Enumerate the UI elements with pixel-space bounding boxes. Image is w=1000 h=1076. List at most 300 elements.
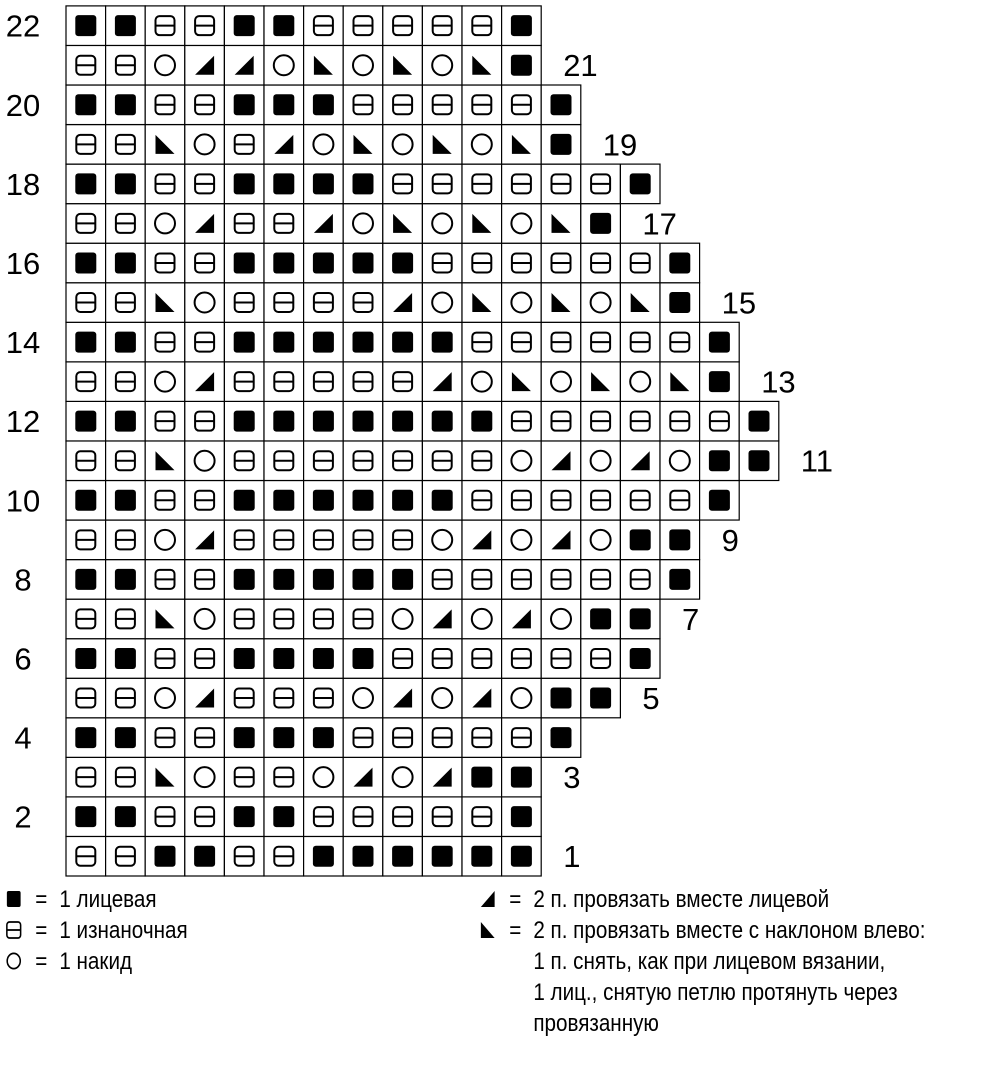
chart-cell-purl <box>581 164 621 204</box>
chart-cell-yarn-over <box>343 45 383 85</box>
chart-cell-purl <box>462 322 502 362</box>
chart-cell-purl <box>422 6 462 46</box>
purl-icon <box>6 921 23 939</box>
chart-cell-yarn-over <box>462 599 502 639</box>
chart-cell-knit <box>304 322 344 362</box>
row-number-right: 1 <box>563 839 581 875</box>
chart-cell-purl <box>145 243 185 283</box>
chart-cell-k2tog <box>383 678 423 718</box>
chart-cell-purl <box>502 164 542 204</box>
chart-cell-knit <box>383 560 423 600</box>
chart-cell-ssk <box>145 441 185 481</box>
chart-cell-k2tog <box>264 125 304 165</box>
chart-cell-knit <box>264 639 304 679</box>
chart-cell-k2tog <box>185 45 225 85</box>
chart-cell-purl <box>66 757 106 797</box>
chart-cell-purl <box>343 283 383 323</box>
chart-cell-purl <box>224 520 264 560</box>
chart-cell-yarn-over <box>581 520 621 560</box>
chart-cell-purl <box>620 322 660 362</box>
chart-cell-k2tog <box>620 441 660 481</box>
chart-cell-knit <box>66 85 106 125</box>
k2tog-icon <box>480 890 497 908</box>
chart-cell-purl <box>462 441 502 481</box>
chart-cell-yarn-over <box>145 362 185 402</box>
chart-cell-ssk <box>145 599 185 639</box>
chart-cell-purl <box>66 441 106 481</box>
chart-cell-purl <box>700 401 740 441</box>
chart-cell-knit <box>224 797 264 837</box>
chart-cell-knit <box>660 560 700 600</box>
chart-cell-knit <box>502 757 542 797</box>
legend-equals: = <box>35 886 48 913</box>
chart-cell-yarn-over <box>422 45 462 85</box>
chart-cell-purl <box>620 560 660 600</box>
chart-cell-knit <box>304 836 344 876</box>
chart-cell-purl <box>145 797 185 837</box>
chart-cell-purl <box>502 481 542 521</box>
chart-cell-knit <box>660 520 700 560</box>
chart-cell-yarn-over <box>422 520 462 560</box>
chart-cell-knit <box>264 322 304 362</box>
chart-cell-yarn-over <box>541 599 581 639</box>
chart-cell-purl <box>145 6 185 46</box>
chart-cell-knit <box>106 639 146 679</box>
chart-cell-knit <box>343 401 383 441</box>
legend-text-yarn-over: 1 накид <box>59 948 133 975</box>
chart-cell-purl <box>422 797 462 837</box>
chart-cell-knit <box>106 481 146 521</box>
chart-cell-purl <box>462 718 502 758</box>
legend-item-ssk <box>480 915 926 1039</box>
chart-cell-purl <box>502 401 542 441</box>
chart-cell-knit <box>264 560 304 600</box>
chart-cell-knit <box>739 401 779 441</box>
chart-cell-purl <box>462 560 502 600</box>
chart-cell-k2tog <box>541 520 581 560</box>
chart-cell-purl <box>304 362 344 402</box>
row-number-left: 18 <box>5 166 41 202</box>
chart-cell-knit <box>422 322 462 362</box>
chart-cell-purl <box>660 481 700 521</box>
chart-cell-purl <box>620 481 660 521</box>
chart-cell-knit <box>66 401 106 441</box>
chart-cell-knit <box>620 639 660 679</box>
chart-cell-yarn-over <box>145 45 185 85</box>
chart-cell-purl <box>185 639 225 679</box>
chart-cell-knit <box>224 6 264 46</box>
chart-cell-knit <box>343 481 383 521</box>
chart-cell-knit <box>66 6 106 46</box>
chart-cell-purl <box>581 481 621 521</box>
chart-cell-yarn-over <box>620 362 660 402</box>
chart-cell-knit <box>620 599 660 639</box>
chart-cell-yarn-over <box>185 757 225 797</box>
chart-cell-purl <box>422 164 462 204</box>
chart-cell-knit <box>700 441 740 481</box>
chart-cell-k2tog <box>185 204 225 244</box>
chart-cell-knit <box>66 164 106 204</box>
chart-cell-yarn-over <box>343 678 383 718</box>
chart-cell-knit <box>185 836 225 876</box>
chart-cell-knit <box>343 836 383 876</box>
chart-cell-purl <box>264 441 304 481</box>
chart-cell-purl <box>145 718 185 758</box>
chart-cell-purl <box>304 283 344 323</box>
chart-cell-purl <box>660 401 700 441</box>
chart-cell-purl <box>145 322 185 362</box>
chart-cell-purl <box>502 718 542 758</box>
row-number-left: 20 <box>5 87 41 123</box>
chart-cell-ssk <box>145 125 185 165</box>
chart-cell-knit <box>343 639 383 679</box>
chart-cell-purl <box>343 797 383 837</box>
chart-cell-knit <box>304 243 344 283</box>
chart-cell-knit <box>264 797 304 837</box>
chart-cell-knit <box>541 125 581 165</box>
chart-cell-purl <box>224 125 264 165</box>
chart-cell-purl <box>304 678 344 718</box>
chart-cell-yarn-over <box>145 520 185 560</box>
legend-left <box>6 884 188 977</box>
chart-cell-purl <box>224 757 264 797</box>
chart-cell-purl <box>66 362 106 402</box>
chart-cell-knit <box>224 481 264 521</box>
chart-cell-purl <box>502 322 542 362</box>
chart-cell-ssk <box>462 204 502 244</box>
chart-cell-knit <box>383 243 423 283</box>
chart-cell-purl <box>66 520 106 560</box>
chart-cell-purl <box>66 836 106 876</box>
chart-cell-purl <box>106 362 146 402</box>
chart-cell-knit <box>304 85 344 125</box>
chart-cell-yarn-over <box>145 678 185 718</box>
legend-right <box>480 884 926 1039</box>
chart-cell-yarn-over <box>502 441 542 481</box>
row-number-right: 3 <box>563 760 581 796</box>
chart-cell-yarn-over <box>185 599 225 639</box>
chart-cell-purl <box>383 6 423 46</box>
chart-cell-purl <box>502 243 542 283</box>
chart-cell-k2tog <box>383 283 423 323</box>
chart-cell-purl <box>145 560 185 600</box>
row-number-right: 9 <box>721 522 739 558</box>
chart-cell-purl <box>462 481 502 521</box>
chart-cell-knit <box>343 243 383 283</box>
chart-cell-purl <box>106 520 146 560</box>
chart-cell-purl <box>106 836 146 876</box>
chart-cell-knit <box>106 797 146 837</box>
chart-cell-knit <box>106 243 146 283</box>
chart-cell-purl <box>106 45 146 85</box>
chart-cell-knit <box>304 481 344 521</box>
chart-cell-purl <box>620 243 660 283</box>
chart-cell-purl <box>145 481 185 521</box>
chart-cell-knit <box>343 322 383 362</box>
chart-cell-knit <box>264 6 304 46</box>
chart-cell-purl <box>343 441 383 481</box>
chart-cell-purl <box>106 441 146 481</box>
chart-cell-purl <box>224 441 264 481</box>
chart-cell-purl <box>264 520 304 560</box>
legend-item-k2tog <box>480 884 926 915</box>
legend-text-ssk-line-1: 2 п. провязать вместе с наклоном влево: <box>533 917 926 944</box>
chart-cell-purl <box>383 85 423 125</box>
chart-cell-purl <box>422 718 462 758</box>
row-number-left: 12 <box>5 404 41 440</box>
yarn-over-icon <box>6 952 23 970</box>
chart-cell-knit <box>106 401 146 441</box>
chart-cell-ssk <box>462 45 502 85</box>
chart-cell-purl <box>224 204 264 244</box>
chart-cell-purl <box>106 283 146 323</box>
chart-cell-ssk <box>383 45 423 85</box>
chart-cell-purl <box>304 6 344 46</box>
chart-cell-knit <box>66 639 106 679</box>
legend-equals: = <box>35 917 48 944</box>
legend-item-purl <box>6 915 188 946</box>
chart-cell-purl <box>66 599 106 639</box>
chart-cell-purl <box>185 560 225 600</box>
chart-cell-purl <box>541 639 581 679</box>
legend-text-purl: 1 изнаночная <box>59 917 188 944</box>
chart-cell-yarn-over <box>383 757 423 797</box>
chart-cell-purl <box>185 401 225 441</box>
chart-cell-knit <box>422 836 462 876</box>
chart-cell-knit <box>224 243 264 283</box>
chart-cell-purl <box>66 204 106 244</box>
chart-cell-knit <box>422 401 462 441</box>
chart-cell-purl <box>106 204 146 244</box>
chart-cell-purl <box>581 560 621 600</box>
ssk-icon <box>480 921 497 939</box>
chart-cell-knit <box>700 362 740 402</box>
row-number-left: 2 <box>14 799 32 835</box>
chart-cell-knit <box>304 164 344 204</box>
chart-cell-knit <box>264 401 304 441</box>
chart-cell-ssk <box>620 283 660 323</box>
chart-cell-k2tog <box>185 678 225 718</box>
chart-cell-knit <box>304 639 344 679</box>
chart-cell-knit <box>224 560 264 600</box>
chart-cell-knit <box>383 481 423 521</box>
chart-cell-purl <box>343 520 383 560</box>
chart-cell-knit <box>462 836 502 876</box>
chart-cell-yarn-over <box>422 204 462 244</box>
legend-text-ssk-line-2: 1 п. снять, как при лицевом вязании, <box>533 948 886 975</box>
chart-cell-ssk <box>304 45 344 85</box>
chart-cell-purl <box>422 441 462 481</box>
chart-cell-purl <box>541 322 581 362</box>
chart-cell-purl <box>462 6 502 46</box>
chart-cell-knit <box>224 85 264 125</box>
chart-cell-knit <box>106 322 146 362</box>
legend-equals: = <box>509 886 522 913</box>
chart-cell-purl <box>304 599 344 639</box>
chart-cell-purl <box>660 322 700 362</box>
chart-cell-knit <box>502 797 542 837</box>
chart-cell-purl <box>462 797 502 837</box>
chart-cell-yarn-over <box>422 283 462 323</box>
chart-cell-knit <box>343 164 383 204</box>
chart-cell-knit <box>145 836 185 876</box>
chart-cell-knit <box>462 757 502 797</box>
chart-cell-yarn-over <box>185 283 225 323</box>
chart-cell-purl <box>383 362 423 402</box>
chart-cell-purl <box>264 204 304 244</box>
chart-cell-knit <box>224 322 264 362</box>
chart-cell-purl <box>383 164 423 204</box>
chart-cell-purl <box>343 718 383 758</box>
chart-cell-knit <box>700 481 740 521</box>
row-number-left: 22 <box>5 8 41 44</box>
chart-cell-knit <box>66 322 106 362</box>
chart-cell-purl <box>145 401 185 441</box>
chart-cell-purl <box>304 441 344 481</box>
knit-icon <box>6 890 23 908</box>
chart-cell-k2tog <box>462 520 502 560</box>
row-number-right: 15 <box>721 285 757 321</box>
chart-cell-purl <box>383 797 423 837</box>
chart-cell-knit <box>304 560 344 600</box>
chart-cell-knit <box>304 401 344 441</box>
chart-cell-knit <box>581 678 621 718</box>
chart-cell-k2tog <box>422 599 462 639</box>
chart-cell-yarn-over <box>581 283 621 323</box>
chart-cell-knit <box>264 243 304 283</box>
chart-cell-ssk <box>660 362 700 402</box>
chart-cell-purl <box>224 678 264 718</box>
legend-equals: = <box>35 948 48 975</box>
legend-text-k2tog: 2 п. провязать вместе лицевой <box>533 886 830 913</box>
chart-cell-yarn-over <box>502 520 542 560</box>
chart-cell-knit <box>541 85 581 125</box>
chart-cell-k2tog <box>541 441 581 481</box>
row-number-left: 10 <box>5 483 41 519</box>
row-number-right: 17 <box>642 206 677 242</box>
chart-cell-purl <box>106 757 146 797</box>
chart-cell-knit <box>581 204 621 244</box>
chart-cell-purl <box>185 6 225 46</box>
chart-cell-purl <box>581 243 621 283</box>
chart-cell-knit <box>502 45 542 85</box>
chart-cell-purl <box>264 283 304 323</box>
chart-cell-yarn-over <box>462 362 502 402</box>
chart-cell-knit <box>422 481 462 521</box>
row-number-right: 5 <box>642 681 660 717</box>
chart-cell-knit <box>502 836 542 876</box>
chart-cell-purl <box>224 836 264 876</box>
chart-cell-ssk <box>145 757 185 797</box>
chart-cell-knit <box>264 718 304 758</box>
chart-cell-yarn-over <box>264 45 304 85</box>
chart-cell-ssk <box>502 125 542 165</box>
chart-cell-knit <box>620 520 660 560</box>
chart-cell-purl <box>106 125 146 165</box>
chart-cell-knit <box>264 164 304 204</box>
chart-cell-yarn-over <box>502 283 542 323</box>
chart-cell-ssk <box>541 283 581 323</box>
chart-cell-ssk <box>541 204 581 244</box>
chart-cell-k2tog <box>343 757 383 797</box>
row-number-right: 7 <box>682 601 700 637</box>
chart-cell-purl <box>343 362 383 402</box>
chart-cell-purl <box>462 243 502 283</box>
chart-cell-purl <box>343 6 383 46</box>
chart-cell-yarn-over <box>462 125 502 165</box>
chart-cell-knit <box>66 560 106 600</box>
chart-cell-yarn-over <box>581 441 621 481</box>
chart-cell-purl <box>422 639 462 679</box>
legend-equals: = <box>509 917 522 944</box>
chart-cell-purl <box>224 362 264 402</box>
chart-cell-purl <box>383 718 423 758</box>
row-number-right: 21 <box>563 48 598 84</box>
chart-cell-purl <box>185 243 225 283</box>
legend-text-ssk-line-4: провязанную <box>533 1010 659 1037</box>
chart-cell-knit <box>66 718 106 758</box>
chart-cell-yarn-over <box>422 678 462 718</box>
chart-cell-purl <box>383 520 423 560</box>
chart-cell-knit <box>660 243 700 283</box>
chart-cell-purl <box>185 797 225 837</box>
chart-cell-purl <box>422 243 462 283</box>
chart-cell-purl <box>224 283 264 323</box>
chart-cell-purl <box>502 85 542 125</box>
row-number-left: 8 <box>14 562 32 598</box>
chart-cell-knit <box>462 401 502 441</box>
chart-cell-knit <box>224 401 264 441</box>
row-number-right: 13 <box>761 364 796 400</box>
chart-cell-yarn-over <box>502 678 542 718</box>
chart-cell-purl <box>185 718 225 758</box>
chart-cell-purl <box>383 441 423 481</box>
chart-cell-yarn-over <box>383 599 423 639</box>
chart-cell-knit <box>541 718 581 758</box>
chart-cell-yarn-over <box>660 441 700 481</box>
chart-cell-knit <box>383 836 423 876</box>
chart-cell-knit <box>66 481 106 521</box>
row-number-right: 11 <box>800 443 833 479</box>
chart-cell-knit <box>383 401 423 441</box>
row-number-left: 14 <box>5 325 41 361</box>
chart-cell-purl <box>541 401 581 441</box>
chart-cell-purl <box>541 560 581 600</box>
chart-cell-knit <box>541 678 581 718</box>
chart-cell-purl <box>264 757 304 797</box>
chart-cell-knit <box>106 164 146 204</box>
chart-cell-k2tog <box>422 757 462 797</box>
chart-cell-k2tog <box>185 362 225 402</box>
chart-cell-yarn-over <box>185 125 225 165</box>
chart-cell-yarn-over <box>383 125 423 165</box>
chart-cell-k2tog <box>304 204 344 244</box>
chart-cell-knit <box>264 85 304 125</box>
chart-cell-yarn-over <box>304 125 344 165</box>
chart-cell-k2tog <box>422 362 462 402</box>
chart-cell-purl <box>502 560 542 600</box>
chart-cell-ssk <box>462 283 502 323</box>
chart-cell-yarn-over <box>343 204 383 244</box>
row-number-left: 16 <box>5 245 41 281</box>
chart-cell-knit <box>343 560 383 600</box>
chart-cell-yarn-over <box>541 362 581 402</box>
chart-cell-knit <box>106 85 146 125</box>
chart-cell-purl <box>106 678 146 718</box>
chart-cell-purl <box>304 797 344 837</box>
chart-cell-k2tog <box>462 678 502 718</box>
chart-cell-purl <box>541 164 581 204</box>
